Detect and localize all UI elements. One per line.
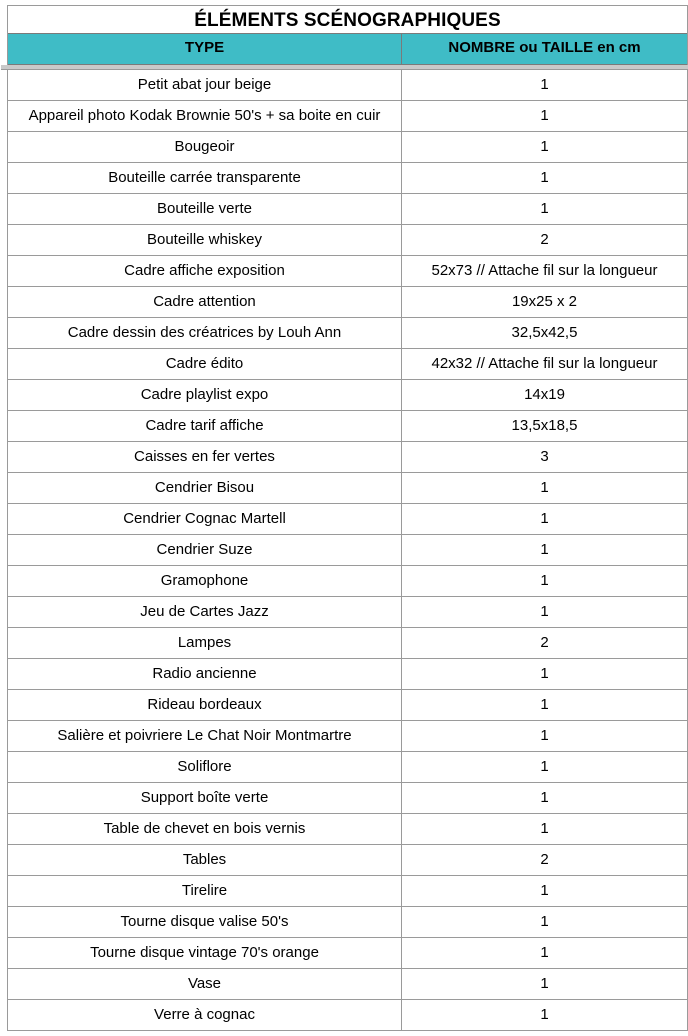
cell-type[interactable]: Gramophone (8, 566, 402, 596)
cell-quantity[interactable]: 1 (540, 107, 549, 124)
cell-type[interactable]: Support boîte verte (8, 783, 402, 813)
cell-quantity[interactable]: 2 (540, 231, 549, 248)
column-header-row (8, 33, 687, 65)
table-row (8, 566, 687, 597)
cell-quantity[interactable]: 3 (540, 448, 549, 465)
table-row (8, 969, 687, 1000)
cell-quantity[interactable]: 1 (540, 572, 549, 589)
cell-type[interactable]: Caisses en fer vertes (8, 442, 402, 472)
cell-type[interactable]: Tourne disque vintage 70's orange (8, 938, 402, 968)
cell-quantity[interactable]: 2 (540, 851, 549, 868)
cell-type[interactable]: Verre à cognac (8, 1000, 402, 1030)
table-row (8, 814, 687, 845)
cell-quantity[interactable]: 1 (540, 510, 549, 527)
table-row (8, 411, 687, 442)
cell-type[interactable]: Tirelire (8, 876, 402, 906)
table-row (8, 194, 687, 225)
cell-quantity[interactable]: 1 (540, 169, 549, 186)
cell-quantity[interactable]: 1 (540, 975, 549, 992)
cell-quantity[interactable]: 1 (540, 138, 549, 155)
table-row (8, 659, 687, 690)
cell-quantity[interactable]: 1 (540, 727, 549, 744)
cell-type[interactable]: Cadre tarif affiche (8, 411, 402, 441)
cell-type[interactable]: Petit abat jour beige (8, 70, 402, 100)
cell-type[interactable]: Jeu de Cartes Jazz (8, 597, 402, 627)
cell-type[interactable]: Cendrier Suze (8, 535, 402, 565)
table-row (8, 597, 687, 628)
cell-quantity[interactable]: 1 (540, 789, 549, 806)
table-row (8, 70, 687, 101)
cell-quantity[interactable]: 1 (540, 944, 549, 961)
cell-type[interactable]: Radio ancienne (8, 659, 402, 689)
cell-type[interactable]: Cadre attention (8, 287, 402, 317)
table-row (8, 101, 687, 132)
cell-type[interactable]: Rideau bordeaux (8, 690, 402, 720)
cell-type[interactable]: Lampes (8, 628, 402, 658)
cell-quantity[interactable]: 1 (540, 1006, 549, 1023)
column-header-type[interactable]: TYPE (8, 34, 402, 64)
table-row (8, 349, 687, 380)
cell-type[interactable]: Appareil photo Kodak Brownie 50's + sa boite en cuir (8, 101, 402, 131)
table-row (8, 907, 687, 938)
cell-type[interactable]: Tourne disque valise 50's (8, 907, 402, 937)
table-row (8, 783, 687, 814)
cell-quantity[interactable]: 1 (540, 541, 549, 558)
cell-quantity[interactable]: 1 (540, 665, 549, 682)
cell-type[interactable]: Cadre édito (8, 349, 402, 379)
cell-type[interactable]: Table de chevet en bois vernis (8, 814, 402, 844)
table-row (8, 845, 687, 876)
cell-type[interactable]: Bouteille carrée transparente (8, 163, 402, 193)
table-row (8, 535, 687, 566)
cell-quantity[interactable]: 19x25 x 2 (511, 293, 578, 310)
table-row (8, 938, 687, 969)
cell-type[interactable]: Cendrier Cognac Martell (8, 504, 402, 534)
cell-quantity[interactable]: 1 (540, 76, 549, 93)
table-row (8, 256, 687, 287)
cell-quantity[interactable]: 1 (540, 200, 549, 217)
spreadsheet-table (7, 5, 688, 1031)
table-row (8, 163, 687, 194)
cell-quantity[interactable]: 1 (540, 603, 549, 620)
cell-quantity[interactable]: 14x19 (524, 386, 565, 403)
table-body (8, 70, 687, 1031)
table-row (8, 287, 687, 318)
cell-type[interactable]: Cadre affiche exposition (8, 256, 402, 286)
cell-quantity[interactable]: 1 (540, 820, 549, 837)
cell-quantity[interactable]: 42x32 // Attache fil sur la longueur (431, 355, 658, 372)
cell-quantity[interactable]: 1 (540, 479, 549, 496)
cell-quantity[interactable]: 1 (540, 696, 549, 713)
table-row (8, 318, 687, 349)
cell-quantity[interactable]: 1 (540, 913, 549, 930)
cell-type[interactable]: Cendrier Bisou (8, 473, 402, 503)
cell-quantity[interactable]: 32,5x42,5 (511, 324, 578, 341)
cell-quantity[interactable]: 1 (540, 882, 549, 899)
cell-type[interactable]: Soliflore (8, 752, 402, 782)
table-row (8, 132, 687, 163)
table-row (8, 876, 687, 907)
table-row (8, 504, 687, 535)
table-row (8, 752, 687, 783)
cell-type[interactable]: Bouteille verte (8, 194, 402, 224)
cell-type[interactable]: Tables (8, 845, 402, 875)
table-row (8, 442, 687, 473)
table-row (8, 473, 687, 504)
cell-quantity[interactable]: 2 (540, 634, 549, 651)
column-header-quantity[interactable]: NOMBRE ou TAILLE en cm (448, 39, 641, 56)
cell-type[interactable]: Cadre dessin des créatrices by Louh Ann (8, 318, 402, 348)
table-row (8, 690, 687, 721)
table-title[interactable]: ÉLÉMENTS SCÉNOGRAPHIQUES (8, 5, 687, 33)
cell-type[interactable]: Bougeoir (8, 132, 402, 162)
cell-quantity[interactable]: 13,5x18,5 (511, 417, 578, 434)
table-row (8, 721, 687, 752)
table-row (8, 380, 687, 411)
table-row (8, 225, 687, 256)
cell-quantity[interactable]: 52x73 // Attache fil sur la longueur (431, 262, 658, 279)
cell-type[interactable]: Bouteille whiskey (8, 225, 402, 255)
cell-quantity[interactable]: 1 (540, 758, 549, 775)
table-row (8, 1000, 687, 1031)
cell-type[interactable]: Vase (8, 969, 402, 999)
cell-type[interactable]: Salière et poivriere Le Chat Noir Montmartre (8, 721, 402, 751)
table-row (8, 628, 687, 659)
cell-type[interactable]: Cadre playlist expo (8, 380, 402, 410)
